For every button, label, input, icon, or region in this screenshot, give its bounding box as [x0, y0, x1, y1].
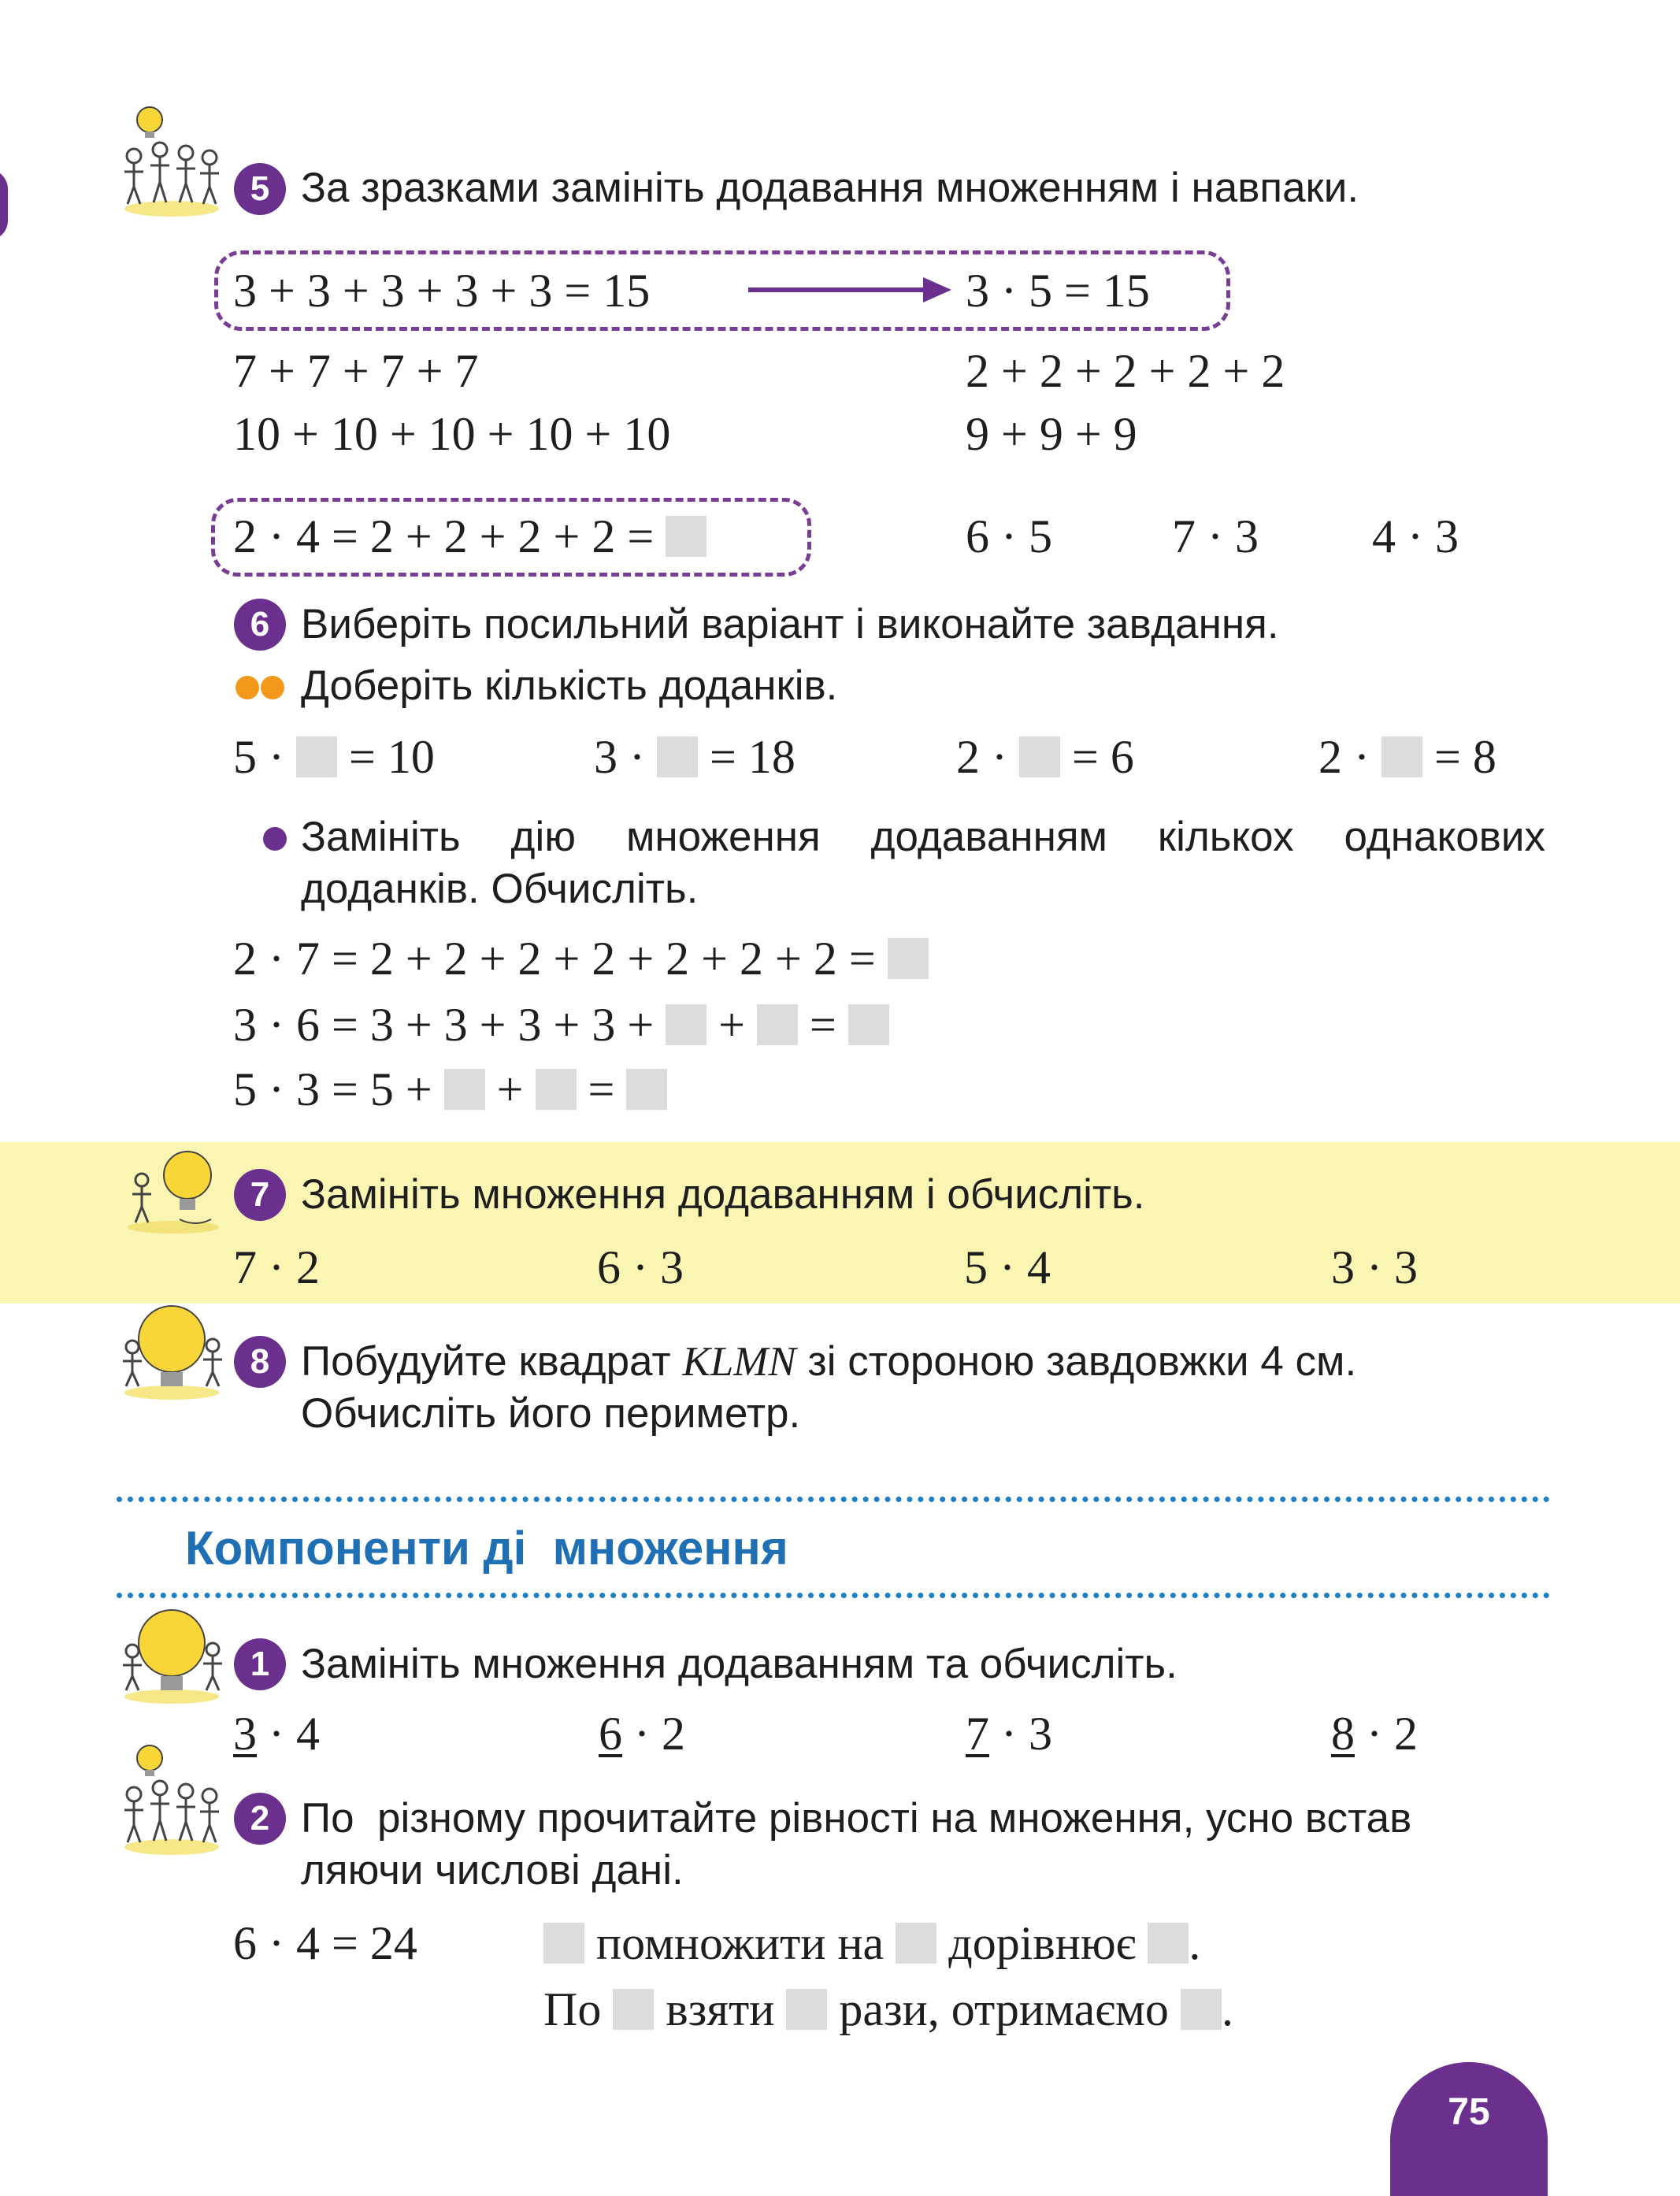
- task-5-expr-2: 7 · 3: [1172, 510, 1259, 562]
- person-bulb-icon: [118, 1141, 228, 1235]
- task-6-text: Виберіть посильний варіант і виконайте завдання.: [301, 601, 1279, 647]
- task-8-text-2: Обчисліть його периметр.: [301, 1390, 801, 1437]
- task-2-text-1: По різному прочитайте рівності на множення, усно встав: [301, 1795, 1412, 1842]
- answer-box[interactable]: [536, 1069, 577, 1110]
- answer-box[interactable]: [296, 736, 337, 777]
- task-2-reading-1: помножити на дорівнює .: [543, 1916, 1200, 1971]
- answer-box[interactable]: [1181, 1989, 1222, 2030]
- eq-a-1: 5 · = 10: [233, 731, 435, 783]
- answer-box[interactable]: [444, 1069, 485, 1110]
- eq-b-3: 5 · 3 = 5 + + =: [233, 1062, 667, 1117]
- big-bulb-icon: [117, 1300, 227, 1402]
- team-bulb-icon: [117, 1741, 227, 1859]
- task-7-badge: 7: [234, 1169, 286, 1221]
- task-2-badge: 2: [234, 1793, 286, 1845]
- task-5-row2-left: 10 + 10 + 10 + 10 + 10: [233, 408, 671, 460]
- task-1-expr-4: 8 · 2: [1331, 1708, 1418, 1760]
- dotted-divider-bottom: [117, 1593, 1550, 1598]
- task-1-badge: 1: [234, 1638, 286, 1690]
- eq-b-2: 3 · 6 = 3 + 3 + 3 + 3 + + =: [233, 997, 889, 1052]
- page-number: 75: [1448, 2091, 1490, 2133]
- answer-box[interactable]: [613, 1989, 654, 2030]
- task-1-expr-2: 6 · 2: [599, 1708, 685, 1760]
- answer-box[interactable]: [666, 1004, 706, 1045]
- answer-box[interactable]: [1148, 1923, 1189, 1964]
- task-1-expr-1: 3 · 4: [233, 1708, 320, 1760]
- task-1-text: Замініть множення додаванням та обчисліть.: [301, 1641, 1177, 1687]
- answer-box[interactable]: [757, 1004, 798, 1045]
- task-5-row1-right: 2 + 2 + 2 + 2 + 2: [966, 345, 1285, 397]
- task-7-expr-2: 6 · 3: [597, 1241, 684, 1293]
- task-7-expr-4: 3 · 3: [1331, 1241, 1418, 1293]
- eq-a-2: 3 · = 18: [594, 731, 795, 783]
- variant-b-line1: Замініть дію множення додаванням кількох однакових: [301, 814, 1545, 860]
- answer-box[interactable]: [1381, 736, 1422, 777]
- task-6-badge: 6: [234, 599, 286, 651]
- variant-b-line2: доданків. Обчисліть.: [301, 866, 699, 912]
- eq-b-1: 2 · 7 = 2 + 2 + 2 + 2 + 2 + 2 + 2 =: [233, 931, 929, 986]
- task-2-text-2: ляючи числові дані.: [301, 1847, 684, 1894]
- team-bulb-icon: [117, 102, 227, 221]
- variant-a-text: Доберіть кількість доданків.: [301, 662, 838, 709]
- page-edge-marker: [0, 169, 8, 240]
- square-name: KLMN: [682, 1339, 796, 1385]
- answer-box[interactable]: [1019, 736, 1060, 777]
- eq-a-4: 2 · = 8: [1318, 731, 1496, 783]
- sample-2-equation: 2 · 4 = 2 + 2 + 2 + 2 =: [233, 509, 706, 564]
- section-title: Компоненти ді множення: [185, 1522, 788, 1575]
- page-number-tab: [1390, 2062, 1548, 2196]
- answer-box[interactable]: [666, 516, 706, 557]
- answer-box[interactable]: [626, 1069, 667, 1110]
- sample-1-addition: 3 + 3 + 3 + 3 + 3 = 15: [233, 265, 651, 317]
- task-5-row2-right: 9 + 9 + 9: [966, 408, 1137, 460]
- answer-box[interactable]: [543, 1923, 584, 1964]
- task-2-reading-2: По взяти рази, отримаємо .: [543, 1983, 1233, 2035]
- answer-box[interactable]: [896, 1923, 936, 1964]
- task-5-badge: 5: [234, 163, 286, 215]
- answer-box[interactable]: [786, 1989, 827, 2030]
- task-5-text: За зразками замініть додавання множенням і навпаки.: [301, 165, 1359, 211]
- answer-box[interactable]: [888, 938, 929, 979]
- task-2-equation: 6 · 4 = 24: [233, 1917, 417, 1969]
- task-8-text: Побудуйте квадрат KLMN зі стороною завдовжки 4 см.: [301, 1338, 1357, 1385]
- answer-box[interactable]: [657, 736, 698, 777]
- task-5-row1-left: 7 + 7 + 7 + 7: [233, 345, 479, 397]
- task-7-text: Замініть множення додаванням і обчисліть.: [301, 1171, 1145, 1218]
- eq-a-3: 2 · = 6: [956, 731, 1134, 783]
- task-7-expr-3: 5 · 4: [964, 1241, 1051, 1293]
- task-8-badge: 8: [234, 1336, 286, 1388]
- two-dots-icon: [234, 674, 287, 705]
- purple-dot-icon: [261, 825, 288, 856]
- task-5-expr-3: 4 · 3: [1372, 510, 1459, 562]
- answer-box[interactable]: [848, 1004, 889, 1045]
- task-5-expr-1: 6 · 5: [966, 510, 1052, 562]
- task-7-expr-1: 7 · 2: [233, 1241, 320, 1293]
- sample-1-multiplication: 3 · 5 = 15: [966, 265, 1150, 317]
- dotted-divider-top: [117, 1497, 1550, 1502]
- big-bulb-icon: [117, 1604, 227, 1706]
- task-1-expr-3: 7 · 3: [966, 1708, 1052, 1760]
- arrow-right-icon: [748, 274, 955, 310]
